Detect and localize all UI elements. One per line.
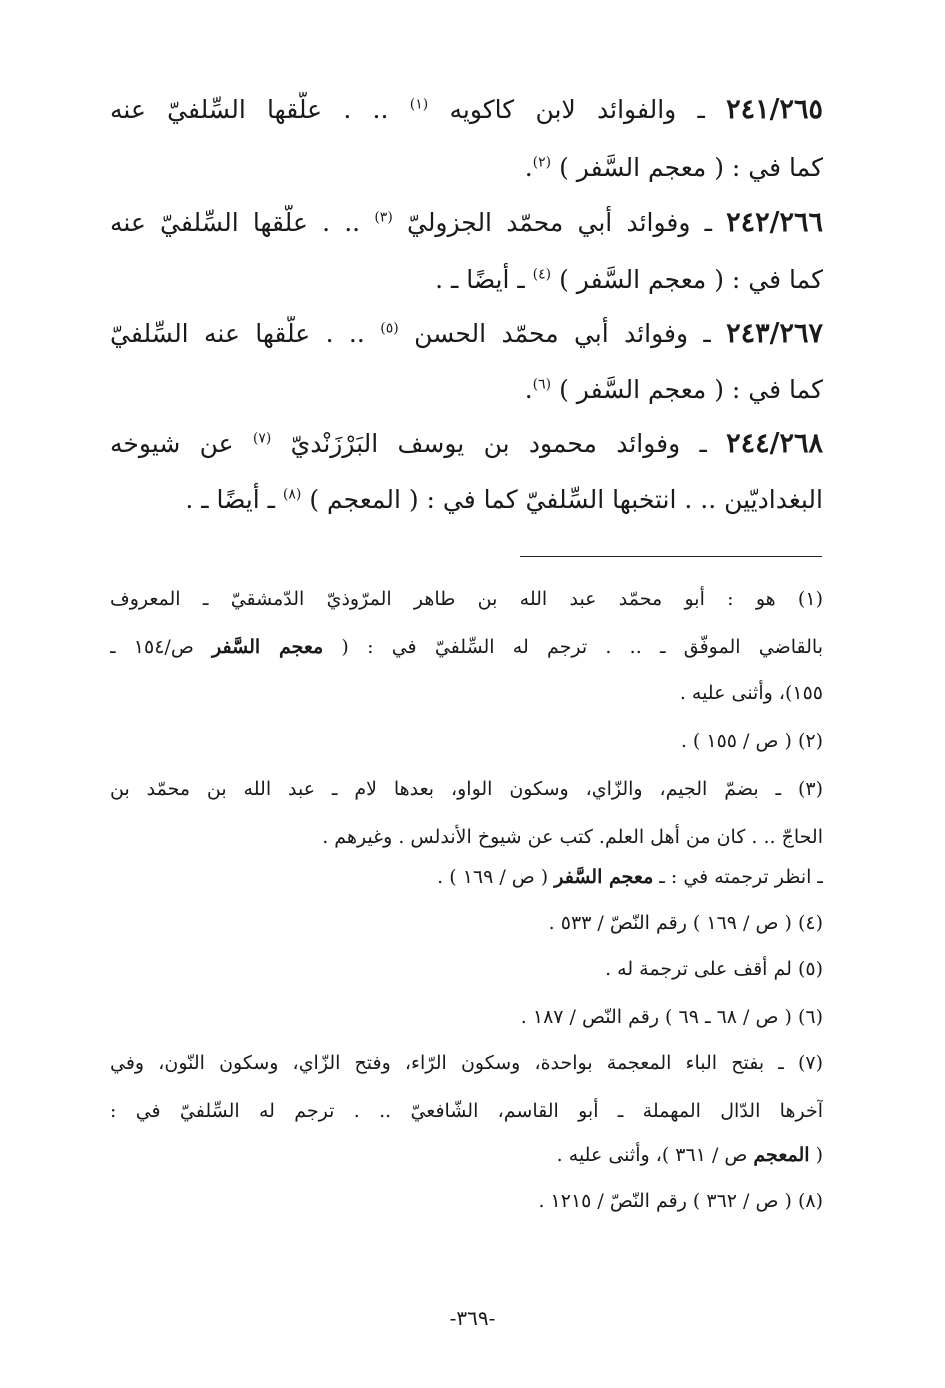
footnote-4: (٤) ( ص / ١٦٩ ) رقم النّصّ / ٥٣٣ . [548,912,823,934]
footnote-ref: (٤) [532,266,552,283]
entry-266-line-1: ٢٤٢/٢٦٦ ـ وفوائد أبي محمّد الجزوليّ $^{(٣)}$ .. . علّقها السِّلفيّ عنه [110,207,823,238]
footnote-1-line-3: ١٥٥)، وأثنى عليه . [679,682,823,704]
book-title: معجم السَّفر [554,866,654,888]
entry-265-line-2: كما في : ( معجم السَّفر ) $^{(٢)}$. [524,153,823,182]
footnote-7-line-2: آخرها الدّال المهملة ـ أبو القاسم، الشّافعيّ .. . ترجم له السِّلفيّ في : [110,1100,823,1122]
footnote-7-line-1: (٧) ـ بفتح الباء المعجمة بواحدة، وسكون الرّاء، وفتح الزّاي، وسكون النّون، وفي [110,1052,823,1074]
entry-267-line-1: ٢٤٣/٢٦٧ ـ وفوائد أبي محمّد الحسن $^{(٥)}$ .. . علّقها عنه السِّلفيّ [110,318,823,349]
footnote-8: (٨) ( ص / ٣٦٢ ) رقم النّصّ / ١٢١٥ . [538,1190,823,1212]
footnote-ref: (٨) [282,486,302,503]
footnote-ref: (٢) [532,154,552,171]
footnote-ref: (٧) [252,430,272,447]
footnote-5: (٥) لم أقف على ترجمة له . [605,958,823,980]
footnote-1-line-1: (١) هو : أبو محمّد عبد الله بن طاهر المرّوذيّ الدّمشقيّ ـ المعروف [110,588,823,610]
entry-266-line-2: كما في : ( معجم السَّفر ) $^{(٤)}$ ـ أيضًا ـ . [435,265,823,294]
footnote-6: (٦) ( ص / ٦٨ ـ ٦٩ ) رقم النّص / ١٨٧ . [520,1006,823,1028]
entry-267-line-2: كما في : ( معجم السَّفر ) $^{(٦)}$. [524,375,823,404]
book-title: المعجم [753,1144,810,1166]
footnote-3-line-1: (٣) ـ بضمّ الجيم، والزّاي، وسكون الواو، بعدها لام ـ عبد الله بن محمّد بن [110,778,823,800]
entry-265-line-1: ٢٤١/٢٦٥ ـ والفوائد لابن كاكويه $^{(١)}$ .. . علّقها السِّلفيّ عنه [110,94,823,125]
entry-number: ٢٤١/٢٦٥ [726,94,823,125]
footnote-3-line-2: الحاجّ .. . كان من أهل العلم. كتب عن شيوخ الأندلس . وغيرهم . [322,826,823,848]
footnote-ref: (١) [409,96,429,113]
footnote-ref: (٣) [374,209,393,226]
footnote-1-line-2: بالقاضي الموفّق ـ .. . ترجم له السِّلفيّ في : ( معجم السَّفر ص/١٥٤ ـ [110,636,823,658]
entry-number: ٢٤٢/٢٦٦ [726,207,823,238]
entry-268-line-2: البغداديّين .. . انتخبها السِّلفيّ كما في : ( المعجم ) $^{(٨)}$ ـ أيضًا ـ . [185,485,823,514]
entry-number: ٢٤٤/٢٦٨ [726,428,823,459]
footnote-7-line-3: ( المعجم ص / ٣٦١ )، وأثنى عليه . [556,1144,823,1166]
footnote-2: (٢) ( ص / ١٥٥ ) . [680,730,823,752]
page-number: -٣٦٩- [449,1306,496,1330]
footnote-ref: (٥) [380,320,399,337]
entry-268-line-1: ٢٤٤/٢٦٨ ـ وفوائد محمود بن يوسف البَرْزَنْديّ $^{(٧)}$ عن شيوخه [110,428,823,459]
entry-number: ٢٤٣/٢٦٧ [726,318,823,349]
footnote-ref: (٦) [532,376,552,393]
book-title: معجم السَّفر [212,636,324,658]
footnote-3-line-3: ـ انظر ترجمته في : ـ معجم السَّفر ( ص / ١٦٩ ) . [437,866,823,888]
footnote-separator [520,556,822,557]
